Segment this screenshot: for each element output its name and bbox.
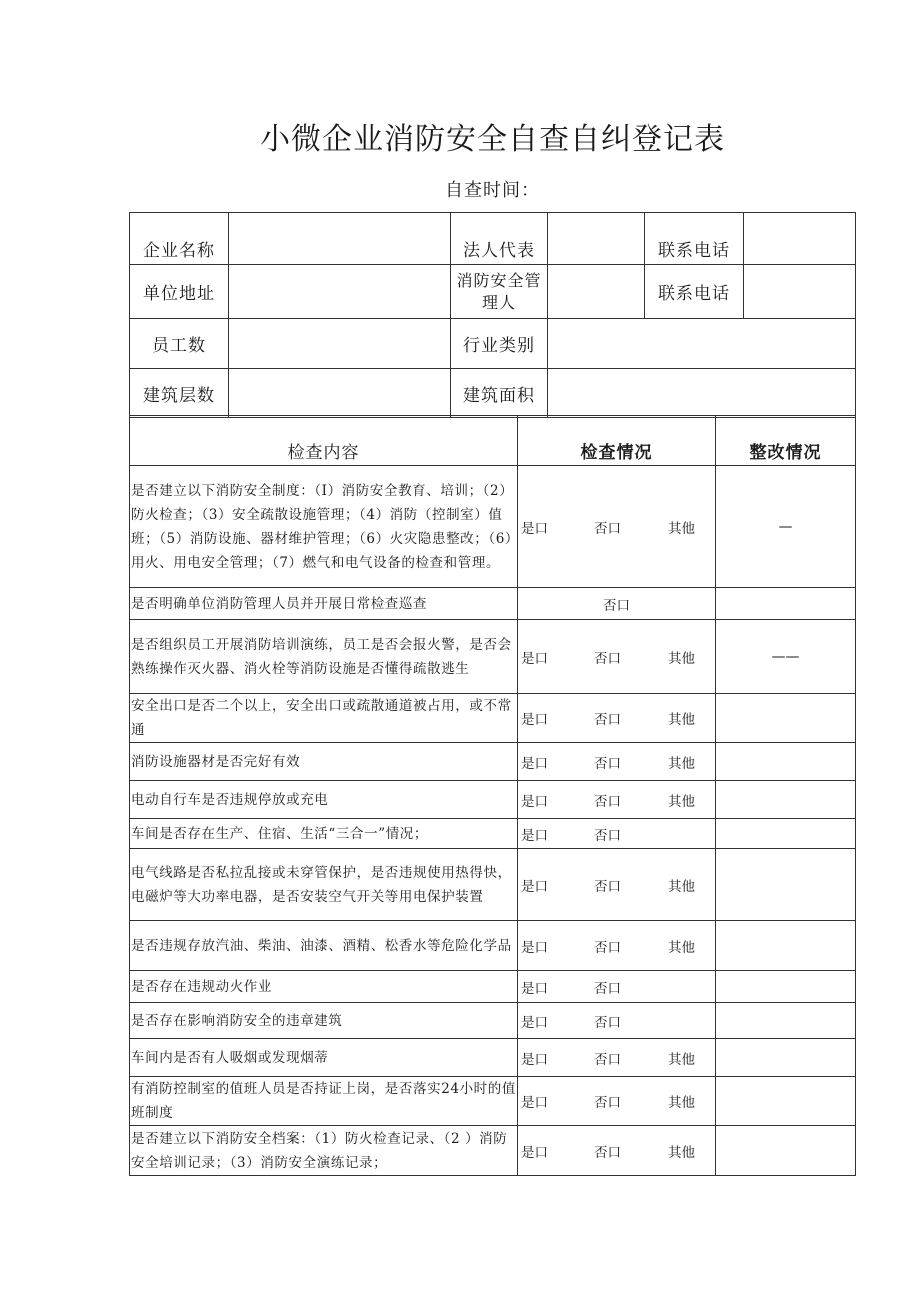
rectification-cell[interactable] xyxy=(716,588,856,620)
inspection-row xyxy=(130,1039,856,1077)
company-name-field[interactable] xyxy=(229,213,451,265)
inspection-status-cell xyxy=(518,819,716,849)
option-no-checkbox[interactable]: 否口 xyxy=(594,1144,621,1161)
inspection-status-cell xyxy=(518,849,716,921)
option-no-checkbox[interactable]: 否口 xyxy=(594,980,621,997)
option-other-checkbox[interactable]: 其他 xyxy=(668,878,695,895)
fire-manager-label: 消防安全管理人 xyxy=(451,265,548,319)
option-yes-checkbox[interactable]: 是口 xyxy=(521,793,548,810)
option-yes-checkbox[interactable]: 是口 xyxy=(521,980,548,997)
option-other-checkbox[interactable]: 其他 xyxy=(668,755,695,772)
inspection-table xyxy=(129,415,856,1176)
inspection-row xyxy=(130,1126,856,1176)
inspection-item-text: 有消防控制室的值班人员是否持证上岗，是否落实24小时的值班制度 xyxy=(130,1077,518,1126)
industry-label: 行业类别 xyxy=(451,319,548,369)
inspection-status-cell xyxy=(518,1077,716,1126)
header-status: 检查情况 xyxy=(518,416,716,466)
rectification-cell[interactable] xyxy=(716,694,856,743)
inspection-status-cell xyxy=(518,588,716,620)
inspection-item-text: 车间是否存在生产、住宿、生活“三合一”情况； xyxy=(130,819,518,849)
inspection-status-cell xyxy=(518,1039,716,1077)
option-no-checkbox[interactable]: 否口 xyxy=(594,712,621,728)
option-yes-checkbox[interactable]: 是口 xyxy=(521,650,548,667)
inspection-row xyxy=(130,971,856,1003)
inspection-row xyxy=(130,743,856,781)
header-fix: 整改情况 xyxy=(716,416,856,466)
address-field[interactable] xyxy=(229,265,451,319)
fire-manager-field[interactable] xyxy=(548,265,645,319)
phone-label-1: 联系电话 xyxy=(645,213,744,265)
option-yes-checkbox[interactable]: 是口 xyxy=(521,1051,548,1068)
rectification-cell[interactable] xyxy=(716,1003,856,1039)
option-yes-checkbox[interactable]: 是口 xyxy=(521,827,548,844)
inspection-status-cell xyxy=(518,1003,716,1039)
inspection-row xyxy=(130,588,856,620)
phone-field-2[interactable] xyxy=(744,265,856,319)
inspection-row xyxy=(130,694,856,743)
option-yes-checkbox[interactable]: 是口 xyxy=(521,520,548,537)
inspection-row xyxy=(130,781,856,819)
option-no-checkbox[interactable]: 否口 xyxy=(594,1095,621,1111)
inspection-item-text: 电气线路是否私拉乱接或未穿管保护，是否违规使用热得快，电磁炉等大功率电器，是否安装空气开关等用电保护装置 xyxy=(130,849,518,921)
phone-label-2: 联系电话 xyxy=(645,265,744,319)
rectification-cell[interactable] xyxy=(716,1126,856,1176)
inspection-item-text: 是否建立以下消防安全档案：（1）防火检查记录、（2 ）消防安全培训记录；（3）消防安全演练记录； xyxy=(130,1126,518,1176)
inspection-status-cell xyxy=(518,620,716,694)
inspection-item-text: 是否建立以下消防安全制度：（I）消防安全教育、培训；（2）防火检查；（3）安全疏散设施管理；（4）消防（控制室）值班；（5）消防设施、器材维护管理；（6）火灾隐患整改；（6）用火、用电安全管理；（7）燃气和电气设备的检查和管理。 xyxy=(130,466,518,588)
page-title: 小微企业消防安全自查自纠登记表 xyxy=(260,122,725,157)
option-no-checkbox[interactable]: 否口 xyxy=(594,755,621,772)
rectification-cell[interactable] xyxy=(716,819,856,849)
option-other-checkbox[interactable]: 其他 xyxy=(668,1144,695,1161)
inspection-status-cell xyxy=(518,781,716,819)
rectification-dash: —— xyxy=(771,648,800,665)
rectification-cell[interactable] xyxy=(716,743,856,781)
inspection-row xyxy=(130,819,856,849)
check-time-label: 自查时间： xyxy=(445,180,540,201)
inspection-row xyxy=(130,921,856,971)
inspection-status-cell xyxy=(518,971,716,1003)
employees-field[interactable] xyxy=(229,319,451,369)
option-other-checkbox[interactable]: 其他 xyxy=(668,712,695,728)
inspection-item-text: 电动自行车是否违规停放或充电 xyxy=(130,781,518,819)
option-yes-checkbox[interactable]: 是口 xyxy=(521,712,548,728)
inspection-item-text: 是否存在违规动火作业 xyxy=(130,971,518,1003)
option-yes-checkbox[interactable]: 是口 xyxy=(521,1014,548,1031)
inspection-row xyxy=(130,1077,856,1126)
floors-field[interactable] xyxy=(229,369,451,418)
inspection-row xyxy=(130,620,856,694)
inspection-status-cell xyxy=(518,743,716,781)
inspection-item-text: 是否明确单位消防管理人员并开展日常检查巡查 xyxy=(130,588,518,620)
rectification-dash: — xyxy=(778,518,793,535)
legal-rep-label: 法人代表 xyxy=(451,213,548,265)
company-name-label: 企业名称 xyxy=(130,213,229,265)
employees-label: 员工数 xyxy=(130,319,229,369)
rectification-cell[interactable] xyxy=(716,1039,856,1077)
option-no-checkbox[interactable]: 否口 xyxy=(594,520,621,537)
rectification-cell[interactable] xyxy=(716,1077,856,1126)
inspection-row xyxy=(130,466,856,588)
inspection-status-cell xyxy=(518,694,716,743)
floors-label: 建筑层数 xyxy=(130,369,229,418)
inspection-item-text: 车间内是否有人吸烟或发现烟蒂 xyxy=(130,1039,518,1077)
area-field[interactable] xyxy=(548,369,856,418)
rectification-cell[interactable] xyxy=(716,781,856,819)
option-no-checkbox[interactable]: 否口 xyxy=(594,650,621,667)
option-other-checkbox[interactable]: 其他 xyxy=(668,650,695,667)
inspection-item-text: 是否组织员工开展消防培训演练，员工是否会报火警，是否会熟练操作灭火器、消火栓等消防设施是否懂得疏散逃生 xyxy=(130,620,518,694)
inspection-item-text: 是否存在影响消防安全的违章建筑 xyxy=(130,1003,518,1039)
inspection-row xyxy=(130,1003,856,1039)
inspection-item-text: 消防设施器材是否完好有效 xyxy=(130,743,518,781)
option-other-checkbox[interactable]: 其他 xyxy=(668,520,695,537)
option-no-checkbox[interactable]: 否口 xyxy=(594,827,621,844)
option-no-checkbox[interactable]: 否口 xyxy=(594,878,621,895)
basic-info-table xyxy=(129,212,856,418)
inspection-status-cell xyxy=(518,921,716,971)
option-no-checkbox[interactable]: 否口 xyxy=(603,597,630,614)
inspection-item-text: 是否违规存放汽油、柴油、油漆、酒精、松香水等危险化学品 xyxy=(130,921,518,971)
option-other-checkbox[interactable]: 其他 xyxy=(668,1095,695,1111)
inspection-row xyxy=(130,849,856,921)
option-other-checkbox[interactable]: 其他 xyxy=(668,1051,695,1068)
area-label: 建筑面积 xyxy=(451,369,548,418)
legal-rep-field[interactable] xyxy=(548,213,645,265)
option-no-checkbox[interactable]: 否口 xyxy=(594,1014,621,1031)
rectification-cell[interactable] xyxy=(716,620,856,694)
inspection-status-cell xyxy=(518,1126,716,1176)
option-yes-checkbox[interactable]: 是口 xyxy=(521,1144,548,1161)
rectification-cell[interactable] xyxy=(716,971,856,1003)
inspection-status-cell xyxy=(518,466,716,588)
phone-field-1[interactable] xyxy=(744,213,856,265)
option-no-checkbox[interactable]: 否口 xyxy=(594,793,621,810)
option-no-checkbox[interactable]: 否口 xyxy=(594,939,621,956)
option-yes-checkbox[interactable]: 是口 xyxy=(521,878,548,895)
rectification-cell[interactable] xyxy=(716,921,856,971)
industry-field[interactable] xyxy=(548,319,856,369)
rectification-cell[interactable] xyxy=(716,849,856,921)
option-no-checkbox[interactable]: 否口 xyxy=(594,1051,621,1068)
option-other-checkbox[interactable]: 其他 xyxy=(668,793,695,810)
option-yes-checkbox[interactable]: 是口 xyxy=(521,1095,548,1111)
inspection-item-text: 安全出口是否二个以上，安全出口或疏散通道被占用，或不常通 xyxy=(130,694,518,743)
option-yes-checkbox[interactable]: 是口 xyxy=(521,939,548,956)
rectification-cell[interactable] xyxy=(716,466,856,588)
address-label: 单位地址 xyxy=(130,265,229,319)
header-content: 检查内容 xyxy=(130,416,518,466)
option-yes-checkbox[interactable]: 是口 xyxy=(521,755,548,772)
option-other-checkbox[interactable]: 其他 xyxy=(668,939,695,956)
